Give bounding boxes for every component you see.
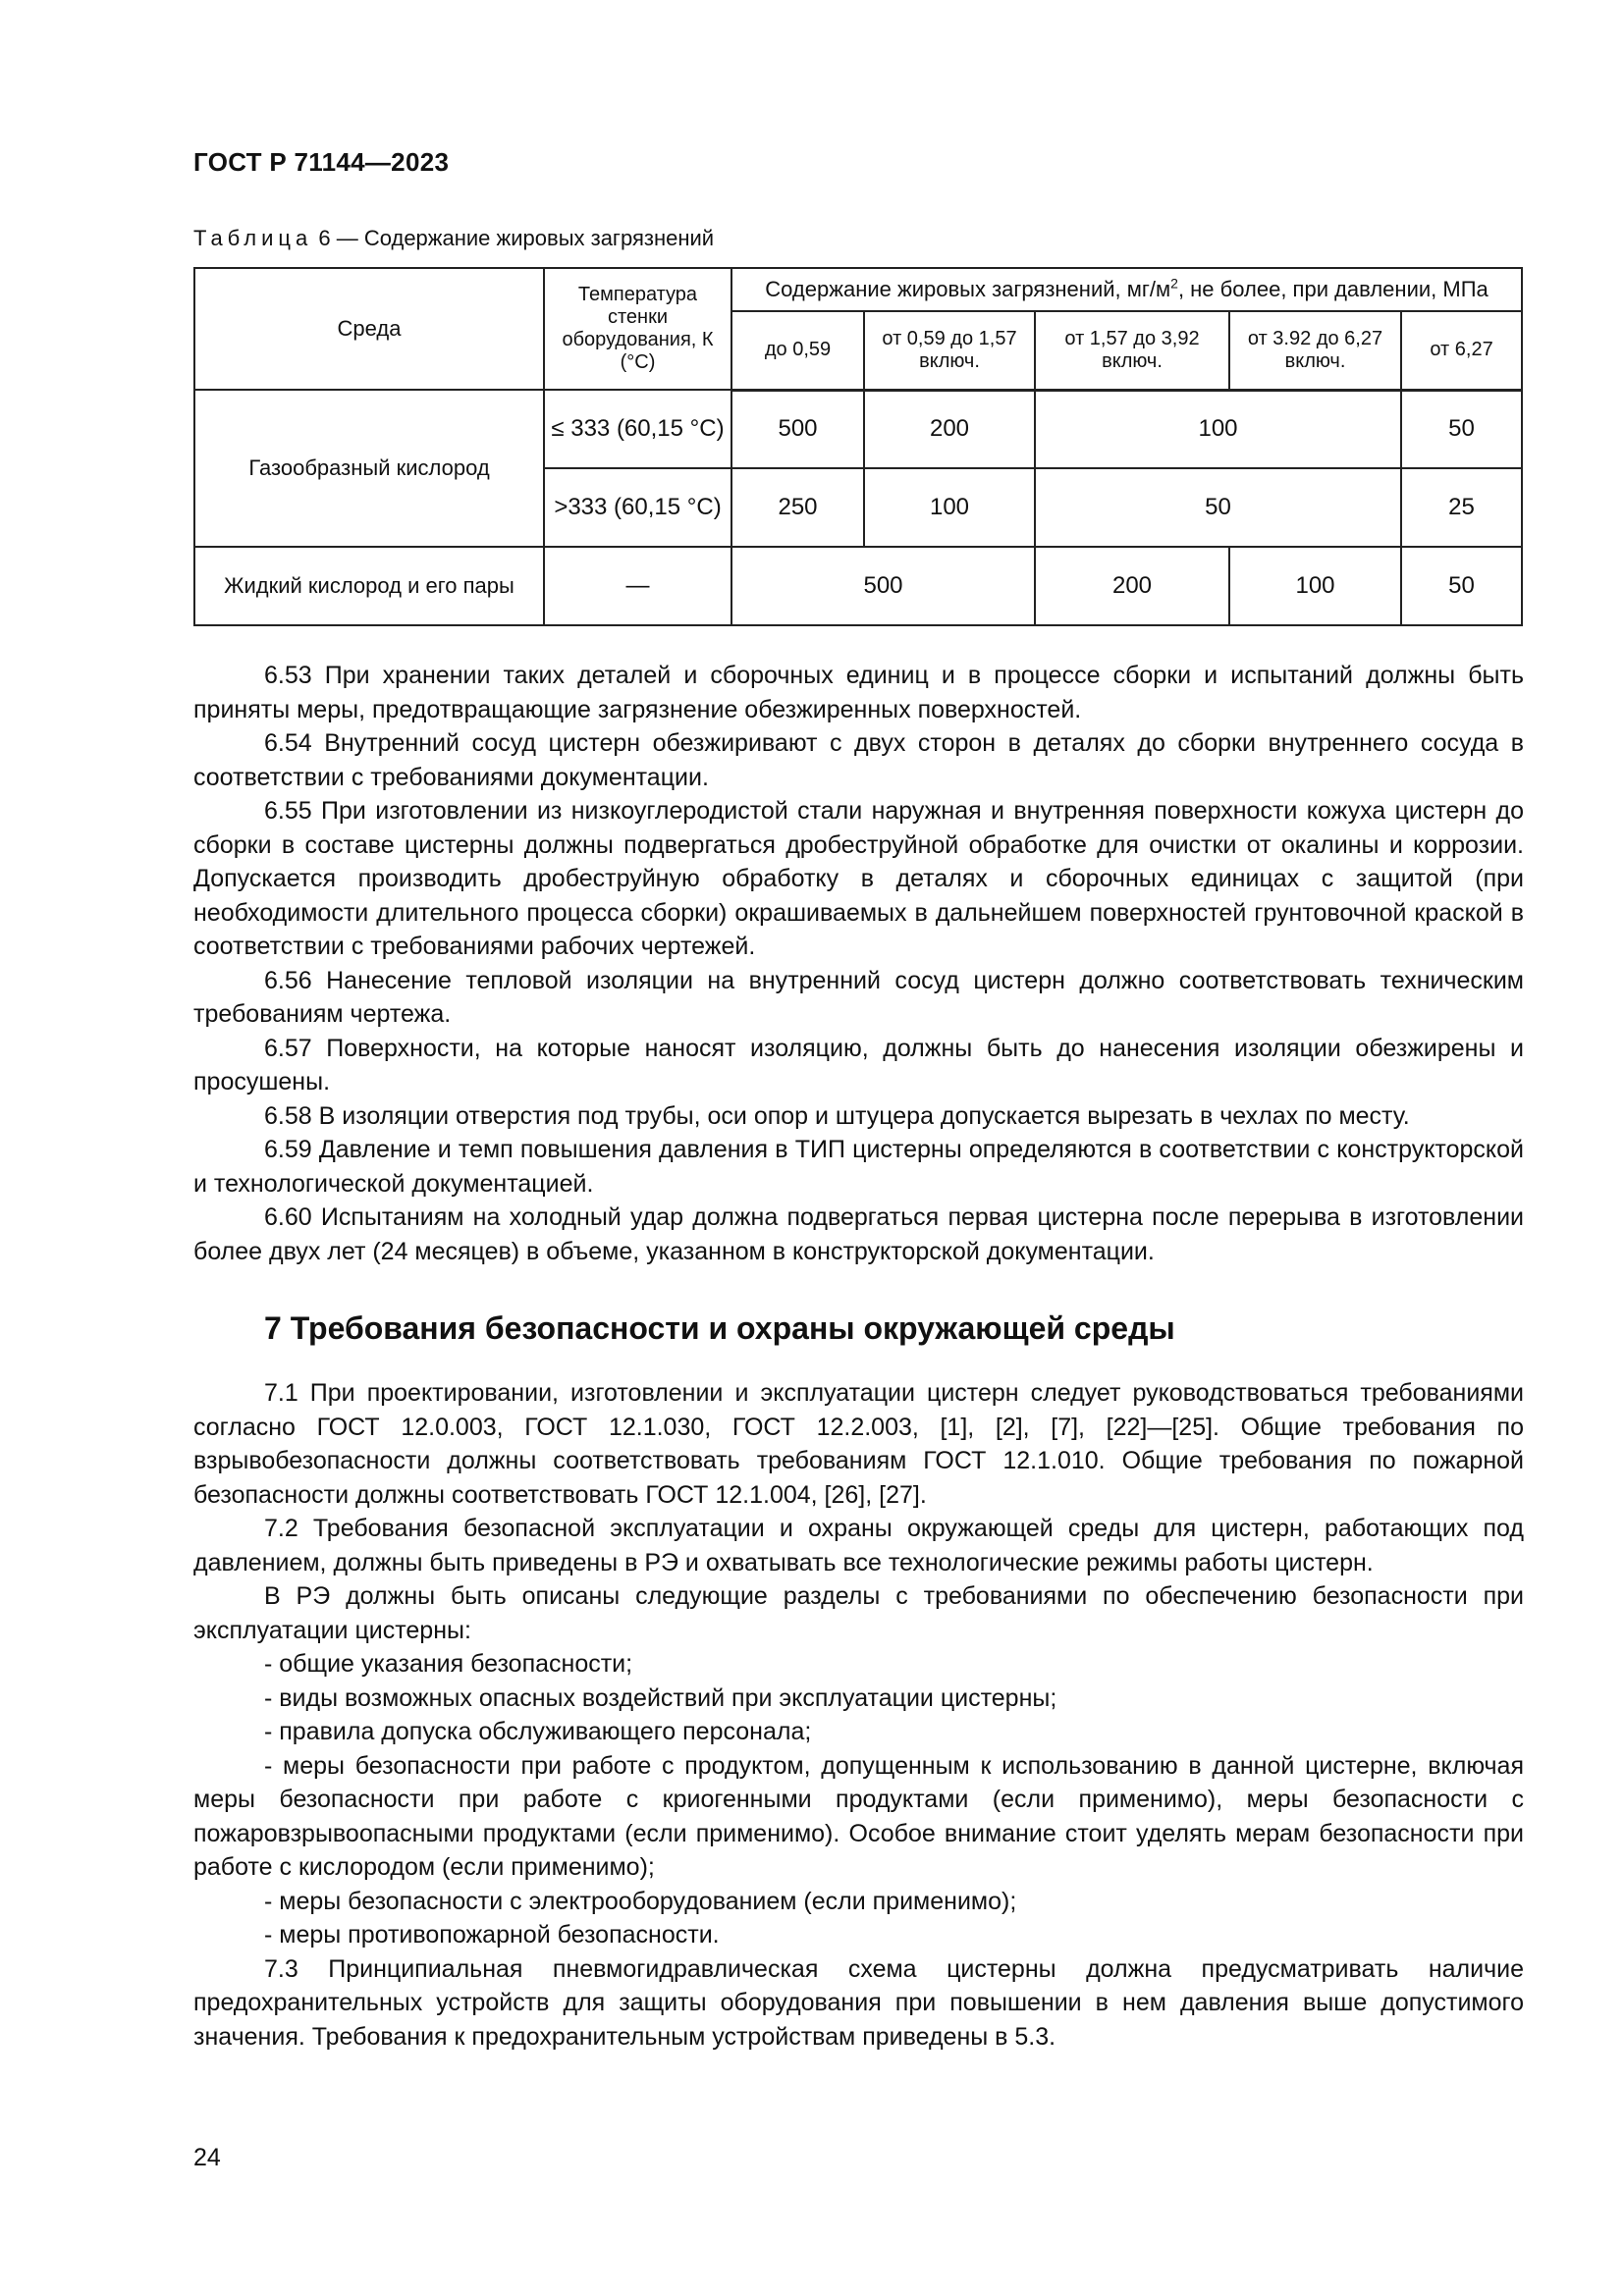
paragraph: 6.60 Испытаниям на холодный удар должна подвергаться первая цистерна после перерыва в изготовлении более двух лет (24 месяцев) в объеме, указанном в конструкторской документации.	[193, 1203, 1524, 1265]
list-item: - общие указания безопасности;	[264, 1650, 633, 1678]
header-medium: Среда	[194, 268, 544, 390]
table-caption-word: Таблица	[193, 226, 313, 250]
table-cell: 50	[1401, 390, 1522, 468]
section-7-title: 7 Требования безопасности и охраны окружающей среды	[264, 1310, 1175, 1346]
range-4: от 6,27	[1401, 311, 1522, 390]
list-item: - правила допуска обслуживающего персонала;	[264, 1718, 812, 1745]
table-cell: 200	[1035, 547, 1229, 625]
liquid-oxygen-label: Жидкий кислород и его пары	[194, 547, 544, 625]
paragraph: В РЭ должны быть описаны следующие разделы с требованиями по обеспечению безопасности при эксплуатации цистерны:	[193, 1582, 1524, 1644]
range-2: от 1,57 до 3,92 включ.	[1035, 311, 1229, 390]
paragraph: 7.1 При проектировании, изготовлении и эксплуатации цистерн следует руководствоваться требованиями согласно ГОСТ 12.0.003, ГОСТ 12.1.030, ГОСТ 12.2.003, [1], [2], [7], [22]—[25]. Общие требования по взрывобезопасности должны соответствовать требованиям ГОСТ 12.1.010. Общие требования по пожарной безопасности должны соответствовать ГОСТ 12.1.004, [26], [27].	[193, 1379, 1524, 1509]
table-cell: 50	[1035, 468, 1401, 547]
paragraph: 6.58 В изоляции отверстия под трубы, оси опор и штуцера допускается вырезать в чехлах по месту.	[264, 1101, 1410, 1130]
paragraph: 6.56 Нанесение тепловой изоляции на внутренний сосуд цистерн должно соответствовать техническим требованиям чертежа.	[193, 966, 1524, 1028]
paragraph: 6.53 При хранении таких деталей и сборочных единиц и в процессе сборки и испытаний должны быть приняты меры, предотвращающие загрязнение обезжиренных поверхностей.	[193, 662, 1524, 723]
table-cell: 25	[1401, 468, 1522, 547]
page-number: 24	[193, 2144, 221, 2171]
table-cell: 500	[731, 390, 864, 468]
table-cell: 50	[1401, 547, 1522, 625]
table-cell: 500	[731, 547, 1035, 625]
table-cell: 100	[864, 468, 1035, 547]
list-item: - меры противопожарной безопасности.	[264, 1921, 720, 1949]
range-1: от 0,59 до 1,57 включ.	[864, 311, 1035, 390]
paragraph: 7.2 Требования безопасной эксплуатации и охраны окружающей среды для цистерн, работающих под давлением, должны быть приведены в РЭ и охватывать все технологические режимы работы цистерн.	[193, 1515, 1524, 1576]
fat-contamination-table	[193, 267, 1523, 626]
table-cell: 100	[1035, 390, 1401, 468]
clauses-7	[193, 1376, 1524, 2054]
table-cell: 200	[864, 390, 1035, 468]
liquid-temp: —	[544, 547, 731, 625]
range-0: до 0,59	[731, 311, 864, 390]
paragraph: 6.55 При изготовлении из низкоуглеродистой стали наружная и внутренняя поверхности кожуха цистерн до сборки в составе цистерны должны подвергаться дробеструйной обработке для очистки от окалины и коррозии. Допускается производить дробеструйную обработку в деталях и сборочных единицах с защитой (при необходимости длительного процесса сборки) окрашиваемых в дальнейшем поверхностей грунтовочной краской в соответствии с требованиями рабочих чертежей.	[193, 797, 1524, 960]
gas-temp-2: >333 (60,15 °С)	[544, 468, 731, 547]
paragraph: 7.3 Принципиальная пневмогидравлическая схема цистерны должна предусматривать наличие предохранительных устройств для защиты оборудования при повышении в нем давления выше допустимого значения. Требования к предохранительным устройствам приведены в 5.3.	[193, 1954, 1524, 2051]
list-item: - меры безопасности с электрооборудованием (если применимо);	[264, 1887, 1017, 1915]
paragraph: 6.59 Давление и темп повышения давления в ТИП цистерны определяются в соответствии с конструкторской и технологической документацией.	[193, 1136, 1524, 1198]
table-caption	[193, 226, 714, 251]
list-item: - меры безопасности при работе с продуктом, допущенным к использованию в данной цистерне, включая меры безопасности при работе с криогенными продуктами (если применимо), меры безопасности с пожаровзрывоопасными продуктами (если применимо). Особое внимание стоит уделять мерам безопасности при работе с кислородом (если применимо);	[193, 1751, 1524, 1881]
list-item: - виды возможных опасных воздействий при эксплуатации цистерны;	[264, 1683, 1057, 1712]
clauses-6	[193, 659, 1524, 1268]
paragraph: 6.54 Внутренний сосуд цистерн обезжиривают с двух сторон в деталях до сборки внутреннего сосуда в соответствии с требованиями документации.	[193, 729, 1524, 791]
range-3: от 3.92 до 6,27 включ.	[1229, 311, 1401, 390]
header-content: Содержание жировых загрязнений, $мг/м^2$, не более, при давлении, МПа	[731, 268, 1522, 311]
header-temperature: Температура стенки оборудования, К (°С)	[544, 268, 731, 390]
gas-temp-1: ≤ 333 (60,15 °С)	[544, 390, 731, 468]
paragraph: 6.57 Поверхности, на которые наносят изоляцию, должны быть до нанесения изоляции обезжирены и просушены.	[193, 1034, 1524, 1095]
table-cell: 100	[1229, 547, 1401, 625]
table-caption-title: 6 — Содержание жировых загрязнений	[312, 226, 715, 250]
standard-header: ГОСТ Р 71144—2023	[193, 147, 450, 177]
table-cell: 250	[731, 468, 864, 547]
gas-oxygen-label: Газообразный кислород	[194, 390, 544, 547]
